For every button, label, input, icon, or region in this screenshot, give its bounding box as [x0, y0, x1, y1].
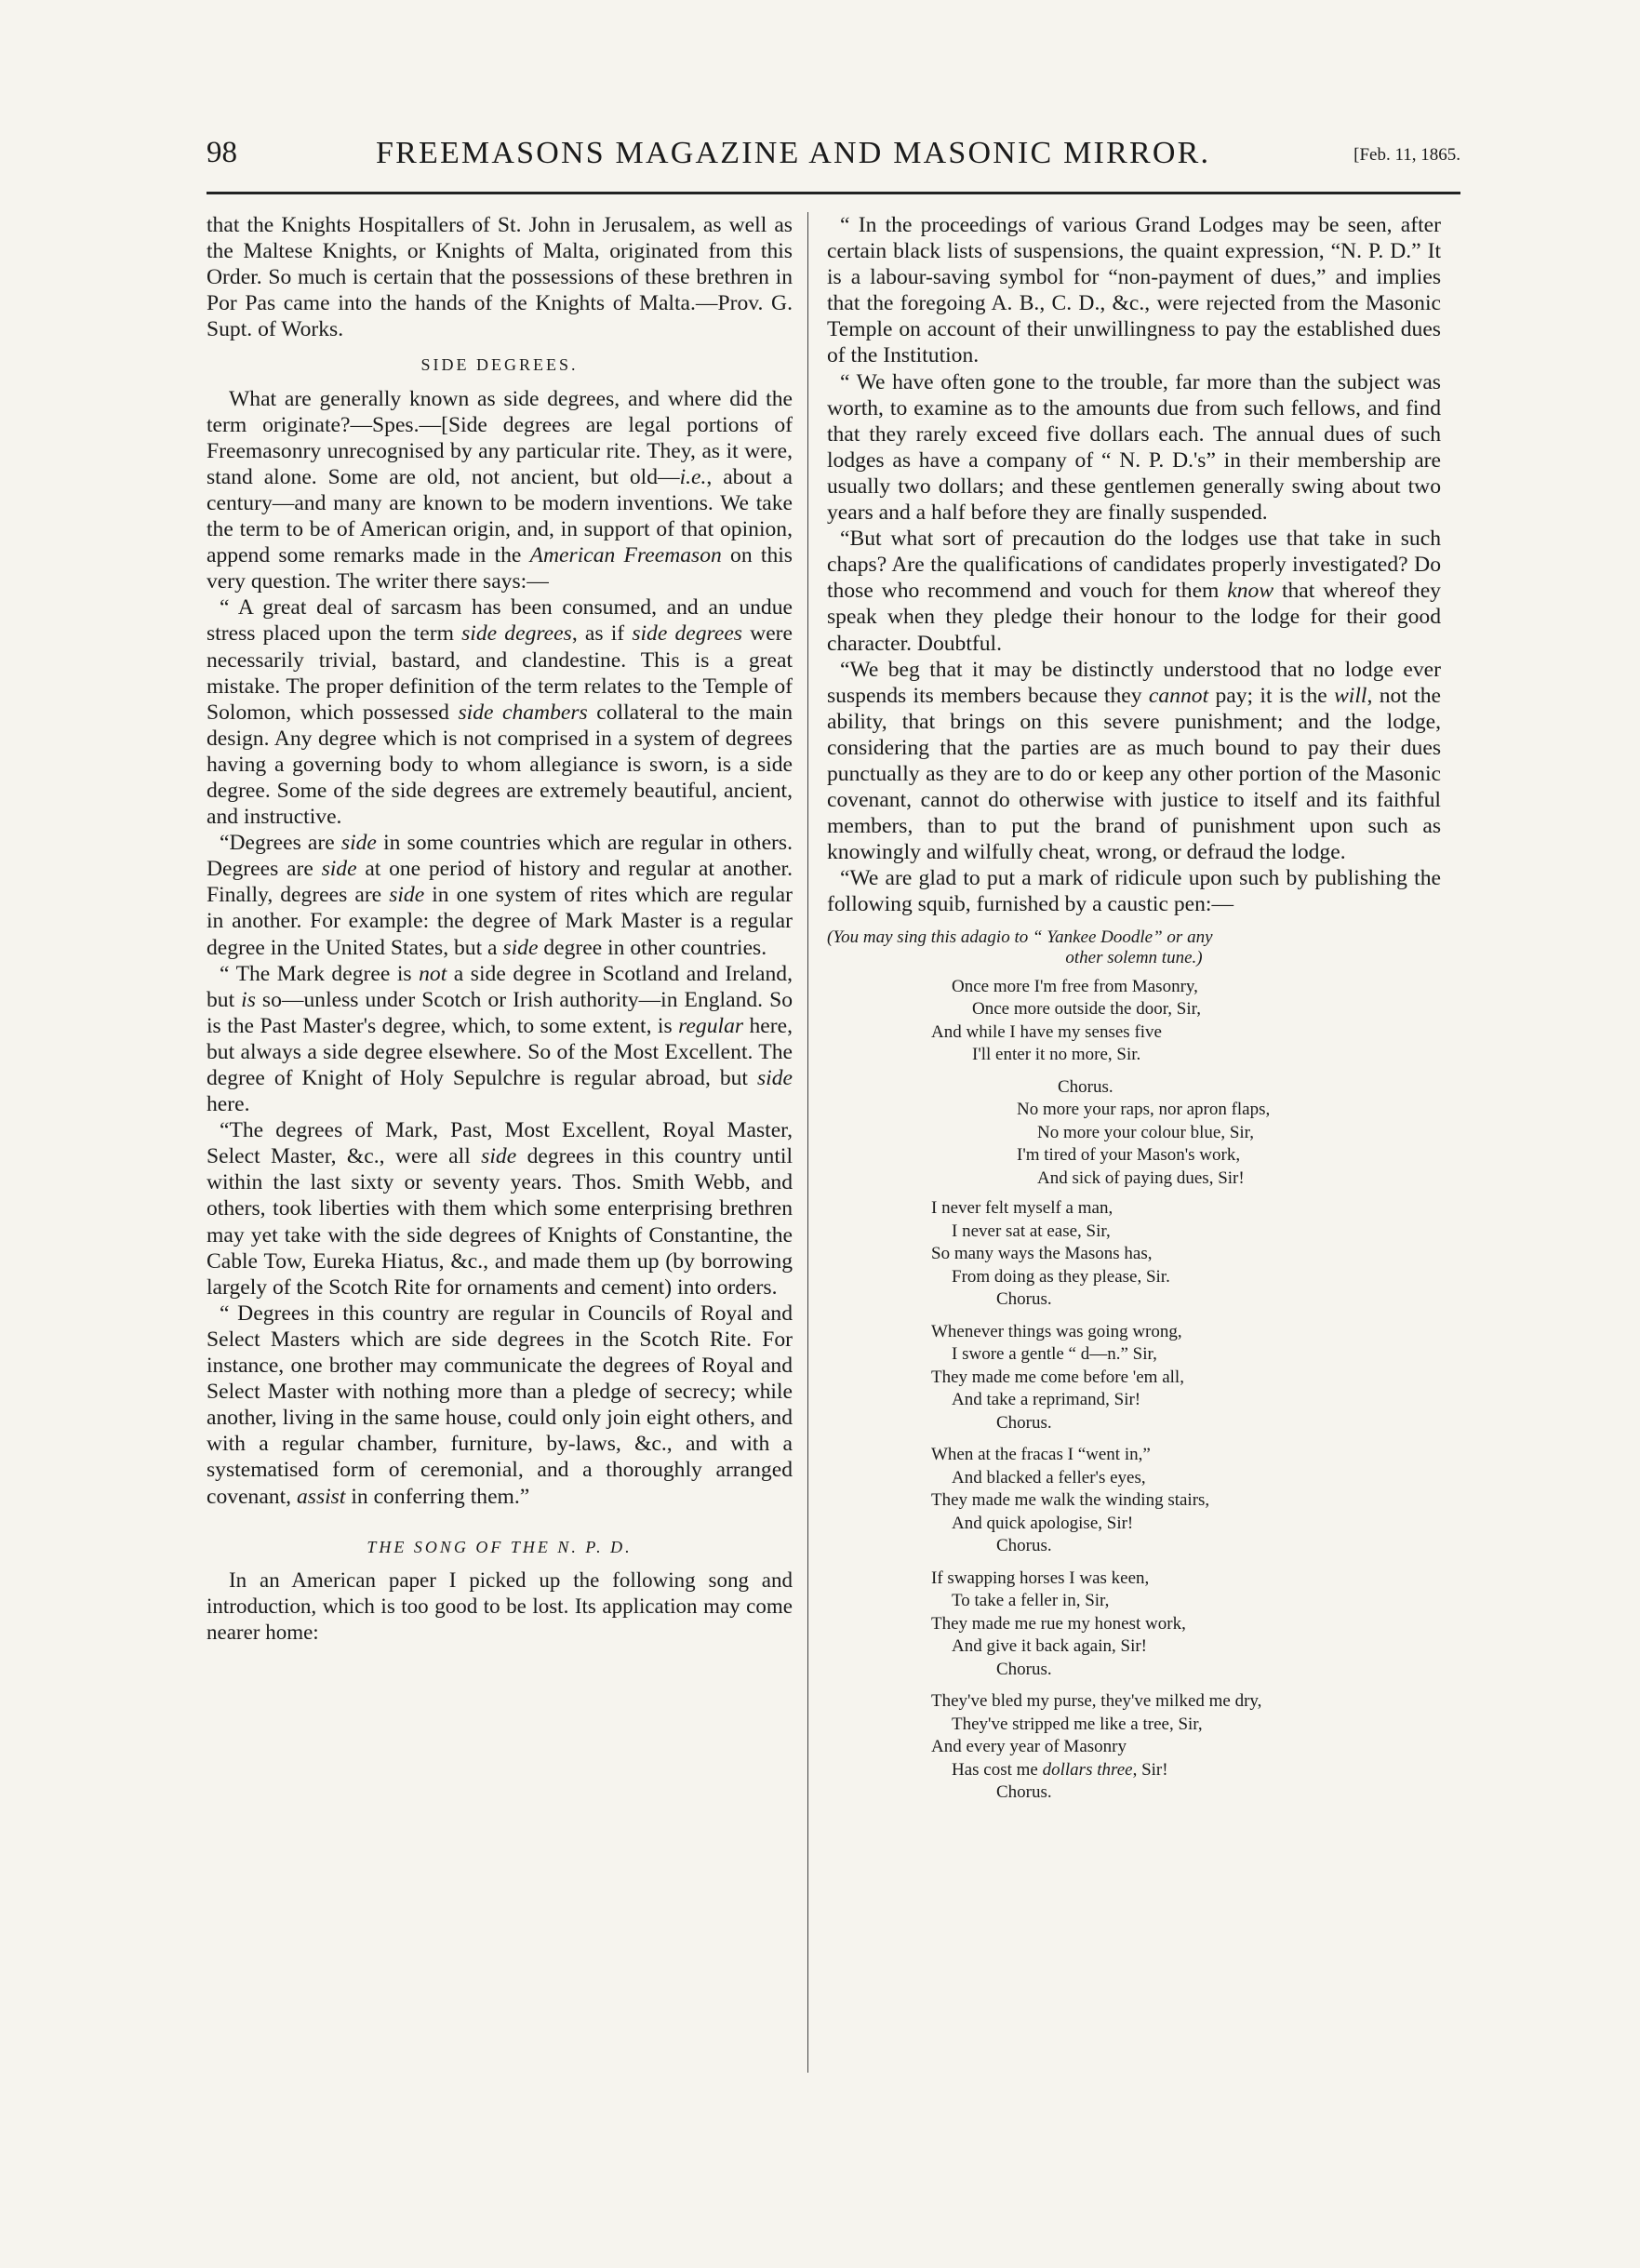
- paragraph: “We are glad to put a mark of ridicule upon such by publishing the following squib, furnished by a caustic pen:—: [827, 866, 1441, 917]
- paragraph: “ We have often gone to the trouble, far more than the subject was worth, to examine as to the amounts due from such fellows, and find that they rarely exceed five dollars each. The annual dues of such lodges as have a company of “ N. P. D.'s” in their membership are usually two dollars; and these gentlemen generally swing about two years and a half before they are finally suspended.: [827, 369, 1441, 526]
- song: [931, 976, 1441, 1805]
- stanza: If swapping horses I was keen, To take a feller in, Sir, They made me rue my honest work, And give it back again, Sir! Chorus.: [931, 1568, 1186, 1679]
- left-column: [207, 212, 793, 1646]
- magazine-title: FREEMASONS MAGAZINE AND MASONIC MIRROR.: [376, 136, 1211, 170]
- song-note: (You may sing this adagio to “ Yankee Doodle” or any other solemn tune.): [827, 927, 1213, 967]
- column-divider: [807, 212, 808, 2073]
- section-heading: SIDE DEGREES.: [420, 355, 579, 375]
- stanza: I never felt myself a man, I never sat at ease, Sir, So many ways the Masons has, From doing as they please, Sir. Chorus.: [931, 1198, 1170, 1310]
- paragraph: “Degrees are side in some countries which are regular in others. Degrees are side at one period of history and regular at another. Finally, degrees are side in one system of rites which are regular in another. For example: the degree of Mark Master is a regular degree in the United States, but a side degree in other countries.: [207, 831, 793, 960]
- paragraph: “ The Mark degree is not a side degree in Scotland and Ireland, but is so—unless under Scotch or Irish authority—in England. So is the Past Master's degree, which, to some extent, is regular here, but always a side degree elsewhere. So of the Most Excellent. The degree of Knight of Holy Sepulchre is regular abroad, but side here.: [207, 961, 793, 1117]
- stanza: Whenever things was going wrong, I swore a gentle “ d—n.” Sir, They made me come before 'em all, And take a reprimand, Sir! Chorus.: [931, 1321, 1184, 1433]
- issue-date: [Feb. 11, 1865.: [1353, 145, 1460, 165]
- paragraph: “But what sort of precaution do the lodges use that take in such chaps? Are the qualifications of candidates properly investigated? Do those who recommend and vouch for them know that whereof they speak when they pledge their honour to the lodge for their good character. Doubtful.: [827, 527, 1441, 656]
- chorus: Chorus. No more your raps, nor apron flaps, No more your colour blue, Sir, I'm tired of your Mason's work, And sick of paying dues, Sir!: [1017, 1076, 1271, 1188]
- page-header: [207, 136, 1460, 194]
- paragraph: “ A great deal of sarcasm has been consumed, and an undue stress placed upon the term side degrees, as if side degrees were necessarily trivial, bastard, and clandestine. This is a great mistake. The proper definition of the term relates to the Temple of Solomon, which possessed side chambers collateral to the main design. Any degree which is not comprised in a system of degrees having a governing body to whom allegiance is sworn, is a side degree. Some of the side degrees are extremely beautiful, ancient, and instructive.: [207, 595, 793, 830]
- right-column: [827, 212, 1441, 1814]
- paragraph: “ Degrees in this country are regular in Councils of Royal and Select Masters which are side degrees in the Scotch Rite. For instance, one brother may communicate the degrees of Royal and Select Master with nothing more than a pledge of secrecy; while another, living in the same house, could only join eight others, and with a regular chamber, furniture, by-laws, &c., and with a systematised form of ceremonial, and a thoroughly arranged covenant, assist in conferring them.”: [207, 1301, 793, 1509]
- paragraph: “The degrees of Mark, Past, Most Excellent, Royal Master, Select Master, &c., were all side degrees in this country until within the last sixty or seventy years. Thos. Smith Webb, and others, took liberties with them which some enterprising brethren may yet take with the side degrees of Knights of Constantine, the Cable Tow, Eureka Hiatus, &c., and made them up (by borrowing largely of the Scotch Rite for ornaments and cement) into orders.: [207, 1118, 793, 1300]
- page-number: 98: [207, 136, 237, 169]
- stanza: When at the fracas I “went in,” And blacked a feller's eyes, They made me walk the winding stairs, And quick apologise, Sir! Chorus.: [931, 1445, 1210, 1556]
- paragraph: “ In the proceedings of various Grand Lodges may be seen, after certain black lists of suspensions, the quaint expression, “N. P. D.” It is a labour-saving symbol for “non-payment of dues,” and implies that the foregoing A. B., C. D., &c., were rejected from the Masonic Temple on account of their unwillingness to pay the established dues of the Institution.: [827, 213, 1441, 368]
- section-heading: THE SONG OF THE N. P. D.: [367, 1537, 633, 1556]
- stanza: They've bled my purse, they've milked me dry, They've stripped me like a tree, Sir, And every year of Masonry Has cost me dollars three, Sir! Chorus.: [931, 1691, 1262, 1803]
- paragraph: In an American paper I picked up the following song and introduction, which is too good to be lost. Its application may come nearer home:: [207, 1568, 793, 1644]
- paragraph: “We beg that it may be distinctly understood that no lodge ever suspends its members because they cannot pay; it is the will, not the ability, that brings on this severe punishment; and the lodge, considering that the parties are as much bound to pay their dues punctually as they are to do or keep any other portion of the Masonic covenant, cannot do otherwise with justice to itself and its faithful members, than to put the brand of punishment upon such as knowingly and wilfully cheat, wrong, or defraud the lodge.: [827, 657, 1441, 865]
- paragraph: What are generally known as side degrees, and where did the term originate?—Spes.—[Side degrees are legal portions of Freemasonry unrecognised by any particular rite. They, as it were, stand alone. Some are old, not ancient, but old—i.e., about a century—and many are known to be modern inventions. We take the term to be of American origin, and, in support of that opinion, append some remarks made in the American Freemason on this very question. The writer there says:—: [207, 386, 793, 594]
- paragraph: that the Knights Hospitallers of St. John in Jerusalem, as well as the Maltese Knights, or Knights of Malta, originated from this Order. So much is certain that the possessions of these brethren in Por Pas came into the hands of the Knights of Malta.—Prov. G. Supt. of Works.: [207, 213, 793, 342]
- stanza: Once more I'm free from Masonry, Once more outside the door, Sir, And while I have my senses five I'll enter it no more, Sir.: [931, 976, 1201, 1065]
